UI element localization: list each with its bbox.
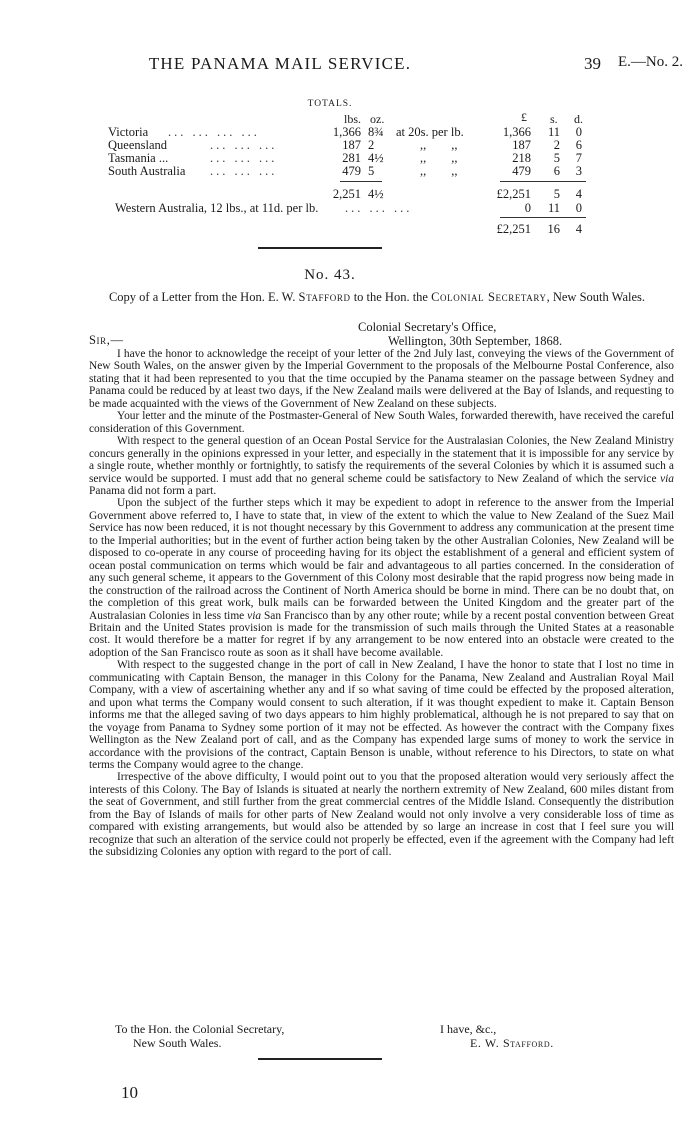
subtotal-lbs: 2,251 — [332, 187, 361, 201]
addressee-line: To the Hon. the Colonial Secretary, — [115, 1022, 285, 1036]
row-oz: 5 — [368, 164, 375, 178]
row-leader: ... ... ... — [210, 164, 278, 178]
row-oz: 2 — [368, 138, 375, 152]
row-pence: 7 — [575, 151, 582, 165]
shillings-header: s. — [550, 112, 558, 126]
total-pence: 4 — [575, 222, 582, 236]
paragraph-text: With respect to the general question of an Ocean Postal Service for the Australasian Colonies, the New Zealand Ministry concurs generally in the opinions expressed in your letter, and especially in the statement that it is impossible for any service by a single route, whether monthly or fortnightly, to satisfy the requirements of the several Colonies by which it is assumed such a service would be supported. I must add that no general scheme could be satisfactory to New Zealand of which the service — [89, 435, 674, 485]
row-pence: 0 — [575, 125, 582, 139]
row-pounds: 479 — [512, 164, 531, 178]
caption-recipient: Colonial Secretary — [431, 290, 547, 304]
row-shillings: 11 — [547, 125, 560, 139]
paragraph — [89, 435, 674, 497]
row-leader: ... ... ... — [345, 201, 413, 215]
total-shillings: 16 — [547, 222, 560, 236]
subtotal-oz: 4½ — [368, 187, 384, 201]
row-rate: ,, ,, — [420, 138, 458, 152]
caption-text: Copy of a Letter from the Hon. E. W. — [108, 290, 299, 304]
page-title: THE PANAMA MAIL SERVICE. — [148, 54, 412, 73]
paragraph — [89, 497, 674, 659]
italic-word: via — [660, 472, 674, 485]
western-australia-line: Western Australia, 12 lbs., at 11d. per lb. — [115, 201, 319, 215]
addressee-line: New South Wales. — [133, 1036, 222, 1050]
row-lbs: 479 — [342, 164, 361, 178]
row-rate: at 20s. per lb. — [396, 125, 464, 139]
row-name: Victoria — [108, 125, 149, 139]
paragraph-text: Upon the subject of the further steps which it may be expedient to adopt in reference to the answer from the Imperial Government above referred to, I have to state that, in view of the extent to which the value to New Zealand of the Suez Mail Service has now been reduced, it is not thought necessary by this Government to address any communication at the present time to the Imperial authorities; but in the event of further action being taken by the other Australian Colonies, New Zealand will be disposed to co-operate in any course of proceeding having for its object the establishment of a general and efficient system of ocean postal communication on terms which would be fair and advantageous to all parties concerned. In the consideration of any such general scheme, it appears to the Government of this Colony most desirable that the rapid progress now being made in the construction of the railroad across the Continent of North America should be borne in mind. There can be no doubt that, on the completion of this great work, bulk mails can be forwarded between the United Kingdom and the greater part of the Australasian Colonies in less time — [89, 497, 674, 622]
row-oz: 4½ — [368, 151, 384, 165]
row-pounds: 187 — [512, 138, 531, 152]
pounds-header: £ — [521, 110, 527, 124]
subtotal-pence: 4 — [575, 187, 582, 201]
oz-header: oz. — [370, 112, 385, 126]
sender-address: Colonial Secretary's Office, — [358, 320, 497, 334]
row-rate: ,, ,, — [420, 151, 458, 165]
row-leader: ... ... ... — [210, 151, 278, 165]
paragraph: Your letter and the minute of the Postmaster-General of New South Wales, forwarded therewith, have received the careful consideration of this Government. — [89, 410, 674, 435]
amount-sum-rule — [500, 181, 586, 182]
row-name: South Australia — [108, 164, 186, 178]
row-name: Queensland — [108, 138, 168, 152]
row-oz: 8¾ — [368, 125, 384, 139]
western-shillings: 11 — [547, 201, 560, 215]
row-shillings: 5 — [553, 151, 560, 165]
paragraph-text: San Francisco than by any other route; while by a recent postal convention between Great Britain and the United States provision is made for the transmission of such mails through the United States at a reasonable cost. It would therefore be a matter for regret if by any arrangement to be now entered into an obstacle were created to the adoption of the San Francisco route as soon as it shall have become available. — [89, 609, 674, 659]
row-rate: ,, ,, — [420, 164, 458, 178]
western-pence: 0 — [575, 201, 582, 215]
italic-word: via — [247, 609, 262, 622]
caption-sender: Stafford — [298, 290, 351, 304]
page-number: 39 — [584, 54, 601, 73]
row-lbs: 187 — [342, 138, 361, 152]
document-number: No. 43. — [304, 267, 356, 283]
row-pounds: 218 — [512, 151, 531, 165]
paragraph-text: Panama did not form a part. — [89, 484, 217, 497]
lbs-header: lbs. — [344, 112, 362, 126]
printer-signature-mark: 10 — [121, 1083, 138, 1102]
paragraph: Irrespective of the above difficulty, I would point out to you that the proposed alteration would very seriously affect the interests of this Colony. The Bay of Islands is situated at nearly the northern extremity of New Zealand, 600 miles distant from the seat of Government, and still further from the great commercial centres of the Middle Island. Consequently the distribution from the Bay of Islands of mails for other parts of New Zealand would not only involve a very considerable loss of time as compared with existing arrangements, but would also be attended by so large an increase in cost that I feel sure you will recognize that such an alteration of the service could not properly be effected, even if the agreement with the Company had left the subsidizing Colonies any option with regard to the port of call. — [89, 771, 674, 859]
salutation: Sir,— — [89, 333, 124, 347]
total-pounds: £2,251 — [496, 222, 531, 236]
totals-table — [0, 0, 700, 260]
row-name: Tasmania ... — [108, 151, 169, 165]
section-divider — [258, 247, 382, 249]
subtotal-pounds: £2,251 — [496, 187, 531, 201]
paragraph: With respect to the suggested change in the port of call in New Zealand, I have the honor to state that I lost no time in communicating with Captain Benson, the manager in this Colony for the Panama, New Zealand and Australian Royal Mail Company, with a view of ascertaining whether any and if so what saving of time could be effected by the proposed alteration, and upon what terms the Company would consent to such alteration, if it was thought expedient to make it. Captain Benson informs me that the alleged saving of two days appears to him highly problematical, although he is not prepared to say that on the voyage from Panama to Sydney some portion of it may not be effected. As however the contract with the Company fixes Wellington as the New Zealand port of call, and as the Company has expended large sums of money to work the service in accordance with the provisions of the contract, Captain Benson is unable, without reference to his Directors, to state on what terms the Company would agree to the change. — [89, 659, 674, 771]
subtotal-shillings: 5 — [553, 187, 560, 201]
letter-body — [89, 348, 674, 859]
caption-text: to the Hon. the — [350, 290, 432, 304]
letter-date: Wellington, 30th September, 1868. — [388, 334, 563, 348]
valediction: I have, &c., — [440, 1022, 497, 1036]
row-pence: 6 — [575, 138, 582, 152]
signature: E. W. Stafford. — [470, 1036, 554, 1050]
paragraph: I have the honor to acknowledge the receipt of your letter of the 2nd July last, conveying the views of the Government of New South Wales, on the answer given by the Imperial Government to the proposals of the Melbourne Postal Conference, also stating that it had been represented to you that the time occupied by the Panama steamer on the passage between Sydney and Panama could be reduced by at least two days, if the New Zealand mails were delivered at the Bay of Islands, and requesting to be made acquainted with the views of the Government of New Zealand on these subjects. — [89, 348, 674, 410]
series-reference: E.—No. 2. — [618, 54, 683, 70]
row-leader: ... ... ... ... — [168, 125, 260, 139]
pence-header: d. — [574, 112, 583, 126]
document-caption — [82, 290, 672, 304]
row-leader: ... ... ... — [210, 138, 278, 152]
row-pence: 3 — [575, 164, 582, 178]
western-pounds: 0 — [524, 201, 531, 215]
row-lbs: 281 — [342, 151, 361, 165]
closing-divider — [258, 1058, 382, 1060]
totals-heading: TOTALS. — [307, 99, 353, 109]
row-lbs: 1,366 — [332, 125, 361, 139]
grand-total-rule — [500, 217, 586, 218]
row-shillings: 2 — [553, 138, 560, 152]
caption-text: , New South Wales. — [546, 290, 646, 304]
weight-sum-rule — [340, 181, 382, 182]
row-shillings: 6 — [553, 164, 560, 178]
row-pounds: 1,366 — [502, 125, 531, 139]
